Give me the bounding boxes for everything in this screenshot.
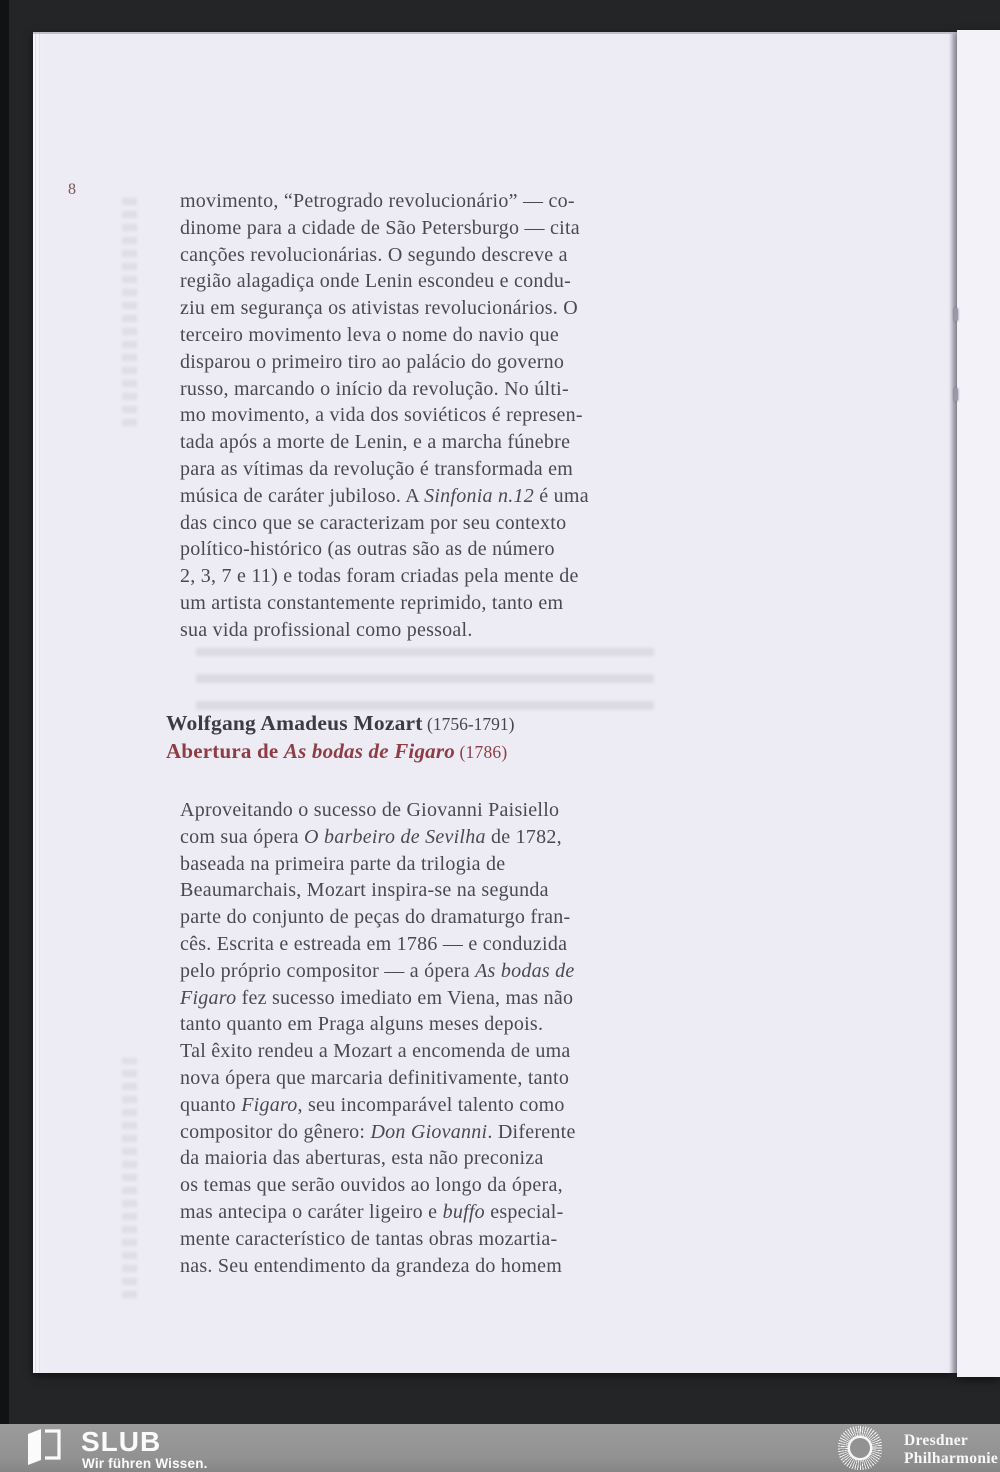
text-line: político-histórico (as outras são as de número bbox=[180, 538, 555, 561]
text-line: terceiro movimento leva o nome do navio que bbox=[180, 323, 559, 346]
work-prefix: Abertura de bbox=[166, 739, 284, 763]
text-line: mente característico de tantas obras mozartia- bbox=[180, 1227, 558, 1250]
text-line: nova ópera que marcaria definitivamente, tanto bbox=[180, 1066, 570, 1089]
footer-band bbox=[0, 1424, 1000, 1472]
text-line: os temas que serão ouvidos ao longo da ópera, bbox=[180, 1174, 563, 1197]
text-line: das cinco que se caracterizam por seu contexto bbox=[180, 511, 567, 534]
slub-wordmark: SLUB bbox=[81, 1426, 162, 1457]
scan-edge bbox=[0, 0, 9, 1472]
text-line: mas antecipa o caráter ligeiro e buffo especial- bbox=[180, 1200, 564, 1223]
composer-line bbox=[166, 711, 514, 736]
text-line: tada após a morte de Lenin, e a marcha fúnebre bbox=[180, 431, 571, 454]
text-line: Beaumarchais, Mozart inspira-se na segunda bbox=[180, 879, 549, 902]
text-line: com sua ópera O barbeiro de Sevilha de 1782, bbox=[180, 825, 562, 848]
text-line: 2, 3, 7 e 11) e todas foram criadas pela mente de bbox=[180, 565, 579, 588]
text-line: um artista constantemente reprimido, tanto em bbox=[180, 591, 564, 614]
text-line: música de caráter jubiloso. A Sinfonia n.12 é uma bbox=[180, 484, 589, 507]
philharmonie-line2: Philharmonie bbox=[904, 1450, 999, 1467]
text-line: Aproveitando o sucesso de Giovanni Paisiello bbox=[180, 799, 560, 821]
text-line: pelo próprio compositor — a ópera As bodas de bbox=[180, 959, 575, 982]
text-line: ziu em segurança os ativistas revolucionários. O bbox=[180, 297, 578, 320]
text-line: para as vítimas da revolução é transformada em bbox=[180, 457, 574, 480]
paragraph-mozart bbox=[180, 797, 680, 1279]
philharmonie-sunburst-icon bbox=[838, 1426, 882, 1470]
text-line: dinome para a cidade de São Petersburgo — cita bbox=[180, 216, 580, 239]
text-line: parte do conjunto de peças do dramaturgo fran- bbox=[180, 906, 571, 929]
paragraph-shostakovich bbox=[180, 188, 680, 644]
composer-dates: (1756-1791) bbox=[422, 714, 515, 734]
text-line: tanto quanto em Praga alguns meses depois. bbox=[180, 1013, 544, 1036]
composer-name: Wolfgang Amadeus Mozart bbox=[166, 711, 423, 735]
staple bbox=[954, 308, 958, 321]
binding-gutter bbox=[949, 32, 957, 1373]
work-title-line bbox=[166, 739, 514, 764]
text-line: disparou o primeiro tiro ao palácio do governo bbox=[180, 350, 565, 373]
next-page-edge bbox=[957, 30, 1000, 1377]
page-number: 8 bbox=[68, 181, 77, 198]
text-line: russo, marcando o início da revolução. No últi- bbox=[180, 377, 569, 400]
philharmonie-line1: Dresdner bbox=[904, 1432, 969, 1449]
staple bbox=[954, 388, 958, 401]
work-title: As bodas de Figaro bbox=[283, 739, 455, 763]
text-line: compositor do gênero: Don Giovanni. Diferente bbox=[180, 1120, 576, 1143]
slub-book-icon bbox=[26, 1427, 62, 1467]
text-line: nas. Seu entendimento da grandeza do homem bbox=[180, 1254, 563, 1277]
text-line: sua vida profissional como pessoal. bbox=[180, 618, 473, 641]
slub-tagline: Wir führen Wissen. bbox=[82, 1456, 208, 1471]
philharmonie-wordmark bbox=[904, 1432, 998, 1468]
text-line: da maioria das aberturas, esta não preconiza bbox=[180, 1147, 544, 1170]
text-line: região alagadiça onde Lenin escondeu e condu- bbox=[180, 270, 572, 293]
text-line: mo movimento, a vida dos soviéticos é represen- bbox=[180, 404, 583, 427]
text-line: baseada na primeira parte da trilogia de bbox=[180, 852, 506, 875]
text-line: cês. Escrita e estreada em 1786 — e conduzida bbox=[180, 932, 568, 955]
slub-logo bbox=[26, 1426, 386, 1472]
text-line: Tal êxito rendeu a Mozart a encomenda de uma bbox=[180, 1040, 571, 1063]
text-line: Figaro fez sucesso imediato em Viena, mas não bbox=[180, 986, 574, 1009]
section-heading-mozart bbox=[166, 711, 514, 764]
text-line: quanto Figaro, seu incomparável talento como bbox=[180, 1093, 565, 1116]
text-line: movimento, “Petrogrado revolucionário” — co- bbox=[180, 190, 575, 212]
text-line: canções revolucionárias. O segundo descreve a bbox=[180, 243, 568, 266]
work-year: (1786) bbox=[454, 742, 508, 762]
